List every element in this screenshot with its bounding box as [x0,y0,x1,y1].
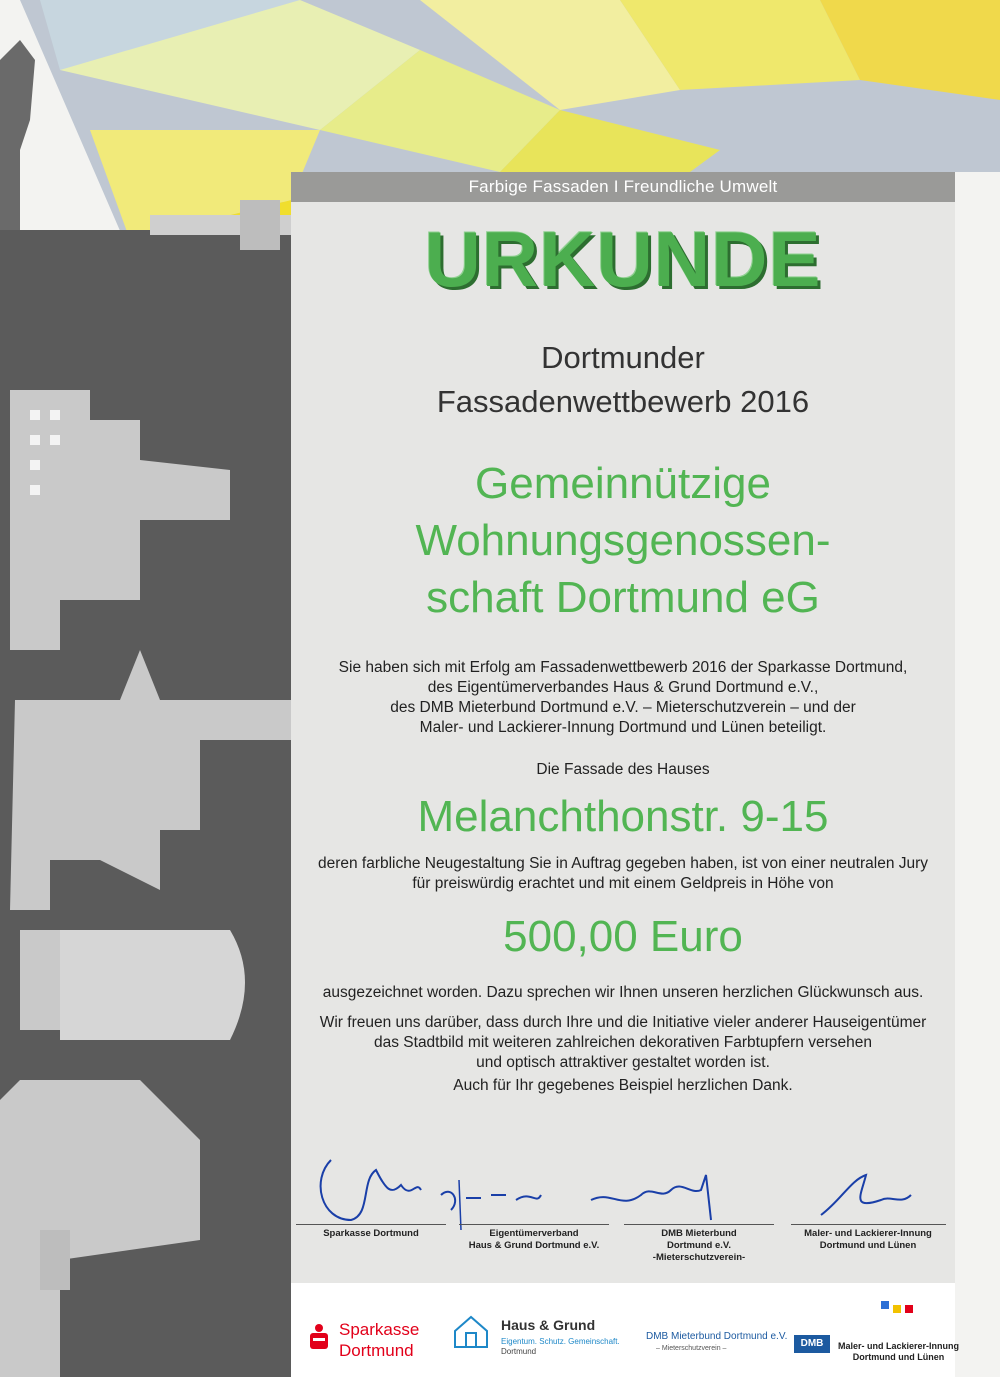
signatory-innung [788,1228,948,1252]
signatory-dmb [619,1228,779,1264]
text-line: Maler- und Lackierer-Innung Dortmund und Lünen beteiligt. [419,719,827,736]
haus-grund-city: Dortmund [501,1347,537,1356]
text-line: des DMB Mieterbund Dortmund e.V. – Mieterschutzverein – und der [390,699,856,716]
recipient-line: schaft Dortmund eG [426,573,820,622]
text-line: Sie haben sich mit Erfolg am Fassadenwettbewerb 2016 der Sparkasse Dortmund, [338,659,908,676]
recipient-name [291,455,955,626]
congrats-line: ausgezeichnet worden. Dazu sprechen wir Ihnen unseren herzlichen Glückwunsch aus. [322,984,924,1001]
signature-line [459,1224,609,1225]
house-intro: Die Fassade des Hauses [536,761,710,778]
dmb-badge: DMB [794,1335,830,1353]
sparkasse-line: Sparkasse [339,1320,420,1339]
text-line: deren farbliche Neugestaltung Sie in Auftrag gegeben haben, ist von einer neutralen Jury [317,855,929,872]
signature-line [791,1224,946,1225]
signatory-label: -Mieterschutzverein- [652,1252,746,1263]
intro-paragraph [291,658,955,738]
house-address: Melanchthonstr. 9-15 [417,792,829,841]
signatory-label: Eigentümerverband [489,1228,579,1239]
signature-line [296,1224,446,1225]
signatory-label: Dortmund und Lünen [819,1240,917,1251]
thanks-paragraph [291,1013,955,1073]
city-skyline [0,40,291,1377]
text-line: Wir freuen uns darüber, dass durch Ihre und die Initiative vieler anderer Hauseigentümer [319,1014,927,1031]
certificate-title: URKUNDE [424,215,822,303]
text-line: das Stadtbild mit weiteren zahlreichen dekorativen Farbtupfern versehen [374,1034,872,1051]
sparkasse-wordmark [339,1319,419,1361]
text-line: des Eigentümerverbandes Haus & Grund Dortmund e.V., [427,679,819,696]
text-line: für preiswürdig erachtet und mit einem Geldpreis in Höhe von [412,875,834,892]
innung-line: Dortmund und Lünen [852,1352,945,1362]
dmb-subtitle: – Mieterschutzverein – [656,1345,727,1352]
signatory-label: DMB Mieterbund [661,1228,737,1239]
handwritten-signatures [291,1140,955,1230]
signatory-label: Maler- und Lackierer-Innung [804,1228,932,1239]
innung-color-dots-icon [881,1301,921,1319]
signature-line [624,1224,774,1225]
signatory-sparkasse [291,1228,451,1240]
slogan-banner: Farbige Fassaden I Freundliche Umwelt [291,172,955,202]
innung-line: Maler- und Lackierer-Innung [837,1341,960,1351]
text-line: und optisch attraktiver gestaltet worden ist. [476,1054,770,1071]
sparkasse-line: Dortmund [339,1341,414,1360]
prize-amount: 500,00 Euro [503,912,743,961]
innung-name [836,1341,961,1363]
signature-area [291,1140,955,1275]
haus-grund-tagline: Eigentum. Schutz. Gemeinschaft. [501,1337,620,1346]
contest-name [291,336,955,424]
sponsor-logo-bar [291,1283,960,1377]
signatory-label: Dortmund e.V. [666,1240,732,1251]
jury-paragraph [291,854,955,894]
recipient-line: Wohnungsgenossen- [415,516,831,565]
closing-line: Auch für Ihr gegebenes Beispiel herzlichen Dank. [453,1077,793,1094]
signatory-label: Sparkasse Dortmund [323,1228,419,1239]
dmb-name: DMB Mieterbund Dortmund e.V. [646,1331,788,1342]
sparkasse-s-icon [307,1323,331,1351]
signatory-label: Haus & Grund Dortmund e.V. [468,1240,600,1251]
signatory-haus-grund [454,1228,614,1252]
contest-line: Fassadenwettbewerb 2016 [436,384,810,419]
recipient-line: Gemeinnützige [475,459,771,508]
house-icon [451,1311,491,1351]
haus-grund-name: Haus & Grund [501,1317,596,1333]
contest-line: Dortmunder [541,340,705,375]
